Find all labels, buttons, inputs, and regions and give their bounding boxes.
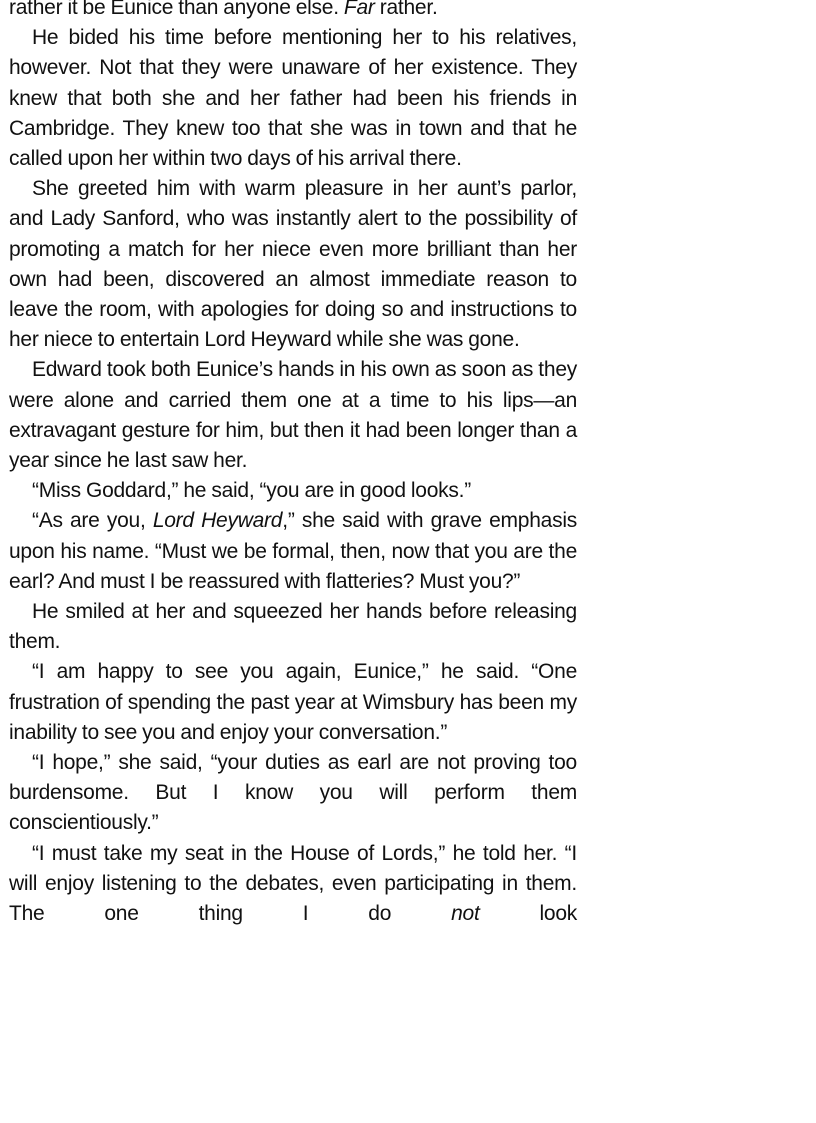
paragraph: She greeted him with warm pleasure in her aunt’s parlor, and Lady Sanford, who was instantly alert to the possibility of promoting a match for her niece even more brilliant than her own had been, discovered an almost immediate reason to leave the room, with apologies for doing so and instructions to her niece to entertain Lord Heyward while she was gone.: [9, 177, 577, 352]
paragraph: He bided his time before mentioning her to his relatives, however. Not that they were unaware of her existence. They knew that both she and her father had been his friends in Cambridge. They knew too that she was in town and that he called upon her within two days of his arrival there.: [9, 26, 577, 171]
paragraph: “Miss Goddard,” he said, “you are in good looks.”: [32, 479, 471, 503]
book-page-text: [9, 0, 577, 929]
paragraph: “I must take my seat in the House of Lords,” he told her. “I will enjoy listening to the debates, even participating in them. The one thing I do not look: [9, 841, 577, 926]
paragraph: “As are you, Lord Heyward,” she said with grave emphasis upon his name. “Must we be formal, then, now that you are the earl? And must I be reassured with flatteries? Must you?”: [9, 509, 577, 593]
paragraph: Edward took both Eunice’s hands in his own as soon as they were alone and carried them one at a time to his lips—an extravagant gesture for him, but then it had been longer than a year since he last saw her.: [9, 358, 577, 473]
paragraph: He smiled at her and squeezed her hands before releasing them.: [9, 600, 577, 654]
paragraph: rather it be Eunice than anyone else. Far rather.: [9, 0, 438, 19]
paragraph: “I hope,” she said, “your duties as earl are not proving too burdensome. But I know you will perform them conscientiously.”: [9, 751, 577, 835]
paragraph: “I am happy to see you again, Eunice,” he said. “One frustration of spending the past year at Wimsbury has been my inability to see you and enjoy your conversation.”: [9, 660, 577, 744]
